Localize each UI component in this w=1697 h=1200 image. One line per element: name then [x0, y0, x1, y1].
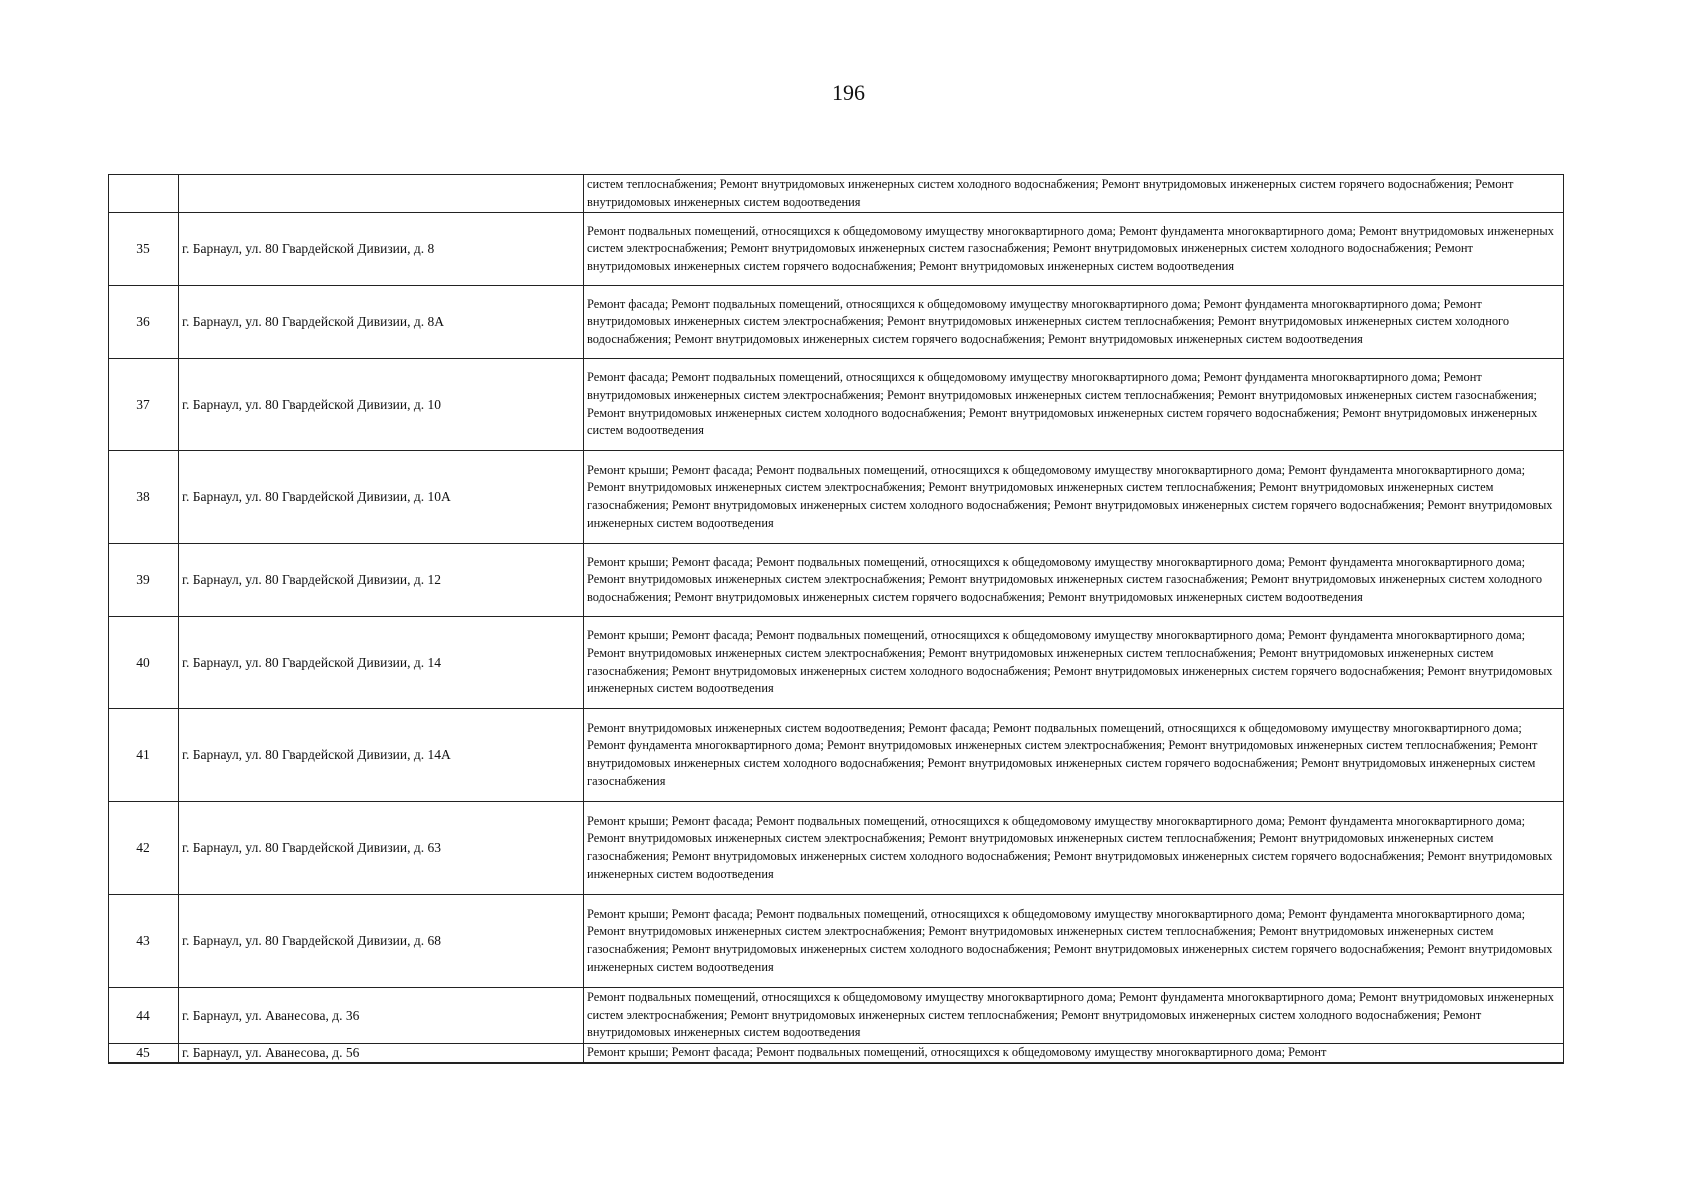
table-row: [109, 617, 1564, 709]
row-works: Ремонт крыши; Ремонт фасада; Ремонт подвальных помещений, относящихся к общедомовому имуществу многоквартирного дома; Ремонт фундамента многоквартирного дома; Ремонт внутридомовых инженерных систем электроснабжения; Ремонт внутридомовых инженерных систем теплоснабжения; Ремонт внутридомовых инженерных систем газоснабжения; Ремонт внутридомовых инженерных систем холодного водоснабжения; Ремонт внутридомовых инженерных систем горячего водоснабжения; Ремонт внутридомовых инженерных систем водоотведения: [584, 802, 1564, 895]
table-row: [109, 709, 1564, 802]
row-number: [109, 175, 179, 213]
row-works: Ремонт внутридомовых инженерных систем водоотведения; Ремонт фасада; Ремонт подвальных помещений, относящихся к общедомовому имуществу многоквартирного дома; Ремонт фундамента многоквартирного дома; Ремонт внутридомовых инженерных систем электроснабжения; Ремонт внутридомовых инженерных систем теплоснабжения; Ремонт внутридомовых инженерных систем холодного водоснабжения; Ремонт внутридомовых инженерных систем горячего водоснабжения; Ремонт внутридомовых инженерных систем газоснабжения: [584, 709, 1564, 802]
row-number: 40: [109, 617, 179, 709]
row-address: г. Барнаул, ул. 80 Гвардейской Дивизии, д. 63: [179, 802, 584, 895]
row-number: 36: [109, 286, 179, 359]
row-address: г. Барнаул, ул. 80 Гвардейской Дивизии, д. 8: [179, 213, 584, 286]
row-works: Ремонт крыши; Ремонт фасада; Ремонт подвальных помещений, относящихся к общедомовому имуществу многоквартирного дома; Ремонт: [584, 1044, 1564, 1063]
row-number: 43: [109, 895, 179, 988]
row-address: г. Барнаул, ул. Аванесова, д. 36: [179, 988, 584, 1044]
row-number: 44: [109, 988, 179, 1044]
row-address: г. Барнаул, ул. 80 Гвардейской Дивизии, д. 10А: [179, 451, 584, 544]
row-number: 38: [109, 451, 179, 544]
row-address: г. Барнаул, ул. 80 Гвардейской Дивизии, д. 14: [179, 617, 584, 709]
row-address: г. Барнаул, ул. 80 Гвардейской Дивизии, д. 8А: [179, 286, 584, 359]
table-row: [109, 802, 1564, 895]
row-number: 42: [109, 802, 179, 895]
table-row: [109, 175, 1564, 213]
row-works: Ремонт подвальных помещений, относящихся к общедомовому имуществу многоквартирного дома; Ремонт фундамента многоквартирного дома; Ремонт внутридомовых инженерных систем электроснабжения; Ремонт внутридомовых инженерных систем теплоснабжения; Ремонт внутридомовых инженерных систем холодного водоснабжения; Ремонт внутридомовых инженерных систем водоотведения: [584, 988, 1564, 1044]
table-row: [109, 359, 1564, 451]
row-address: г. Барнаул, ул. 80 Гвардейской Дивизии, д. 14А: [179, 709, 584, 802]
row-address: г. Барнаул, ул. 80 Гвардейской Дивизии, д. 12: [179, 544, 584, 617]
row-address: г. Барнаул, ул. Аванесова, д. 56: [179, 1044, 584, 1063]
row-number: 37: [109, 359, 179, 451]
row-address: г. Барнаул, ул. 80 Гвардейской Дивизии, д. 10: [179, 359, 584, 451]
row-number: 35: [109, 213, 179, 286]
row-works: систем теплоснабжения; Ремонт внутридомовых инженерных систем холодного водоснабжения; Ремонт внутридомовых инженерных систем горячего водоснабжения; Ремонт внутридомовых инженерных систем водоотведения: [584, 175, 1564, 213]
row-works: Ремонт фасада; Ремонт подвальных помещений, относящихся к общедомовому имуществу многоквартирного дома; Ремонт фундамента многоквартирного дома; Ремонт внутридомовых инженерных систем электроснабжения; Ремонт внутридомовых инженерных систем теплоснабжения; Ремонт внутридомовых инженерных систем газоснабжения; Ремонт внутридомовых инженерных систем холодного водоснабжения; Ремонт внутридомовых инженерных систем горячего водоснабжения; Ремонт внутридомовых инженерных систем водоотведения: [584, 359, 1564, 451]
row-number: 41: [109, 709, 179, 802]
row-works: Ремонт крыши; Ремонт фасада; Ремонт подвальных помещений, относящихся к общедомовому имуществу многоквартирного дома; Ремонт фундамента многоквартирного дома; Ремонт внутридомовых инженерных систем электроснабжения; Ремонт внутридомовых инженерных систем теплоснабжения; Ремонт внутридомовых инженерных систем газоснабжения; Ремонт внутридомовых инженерных систем холодного водоснабжения; Ремонт внутридомовых инженерных систем горячего водоснабжения; Ремонт внутридомовых инженерных систем водоотведения: [584, 617, 1564, 709]
row-works: Ремонт крыши; Ремонт фасада; Ремонт подвальных помещений, относящихся к общедомовому имуществу многоквартирного дома; Ремонт фундамента многоквартирного дома; Ремонт внутридомовых инженерных систем электроснабжения; Ремонт внутридомовых инженерных систем теплоснабжения; Ремонт внутридомовых инженерных систем газоснабжения; Ремонт внутридомовых инженерных систем холодного водоснабжения; Ремонт внутридомовых инженерных систем горячего водоснабжения; Ремонт внутридомовых инженерных систем водоотведения: [584, 451, 1564, 544]
table-row: [109, 895, 1564, 988]
row-works: Ремонт фасада; Ремонт подвальных помещений, относящихся к общедомовому имуществу многоквартирного дома; Ремонт фундамента многоквартирного дома; Ремонт внутридомовых инженерных систем электроснабжения; Ремонт внутридомовых инженерных систем теплоснабжения; Ремонт внутридомовых инженерных систем холодного водоснабжения; Ремонт внутридомовых инженерных систем горячего водоснабжения; Ремонт внутридомовых инженерных систем водоотведения: [584, 286, 1564, 359]
row-address: г. Барнаул, ул. 80 Гвардейской Дивизии, д. 68: [179, 895, 584, 988]
row-address: [179, 175, 584, 213]
table-row: [109, 451, 1564, 544]
table-row: [109, 213, 1564, 286]
repair-works-table: [108, 174, 1564, 1064]
table-row: [109, 286, 1564, 359]
page-number: 196: [832, 80, 865, 105]
row-number: 39: [109, 544, 179, 617]
table-row: [109, 544, 1564, 617]
table-row: [109, 1044, 1564, 1063]
row-number: 45: [109, 1044, 179, 1063]
row-works: Ремонт крыши; Ремонт фасада; Ремонт подвальных помещений, относящихся к общедомовому имуществу многоквартирного дома; Ремонт фундамента многоквартирного дома; Ремонт внутридомовых инженерных систем электроснабжения; Ремонт внутридомовых инженерных систем теплоснабжения; Ремонт внутридомовых инженерных систем газоснабжения; Ремонт внутридомовых инженерных систем холодного водоснабжения; Ремонт внутридомовых инженерных систем горячего водоснабжения; Ремонт внутридомовых инженерных систем водоотведения: [584, 895, 1564, 988]
table-row: [109, 988, 1564, 1044]
row-works: Ремонт крыши; Ремонт фасада; Ремонт подвальных помещений, относящихся к общедомовому имуществу многоквартирного дома; Ремонт фундамента многоквартирного дома; Ремонт внутридомовых инженерных систем электроснабжения; Ремонт внутридомовых инженерных систем газоснабжения; Ремонт внутридомовых инженерных систем холодного водоснабжения; Ремонт внутридомовых инженерных систем горячего водоснабжения; Ремонт внутридомовых инженерных систем водоотведения: [584, 544, 1564, 617]
row-works: Ремонт подвальных помещений, относящихся к общедомовому имуществу многоквартирного дома; Ремонт фундамента многоквартирного дома; Ремонт внутридомовых инженерных систем электроснабжения; Ремонт внутридомовых инженерных систем газоснабжения; Ремонт внутридомовых инженерных систем холодного водоснабжения; Ремонт внутридомовых инженерных систем горячего водоснабжения; Ремонт внутридомовых инженерных систем водоотведения: [584, 213, 1564, 286]
